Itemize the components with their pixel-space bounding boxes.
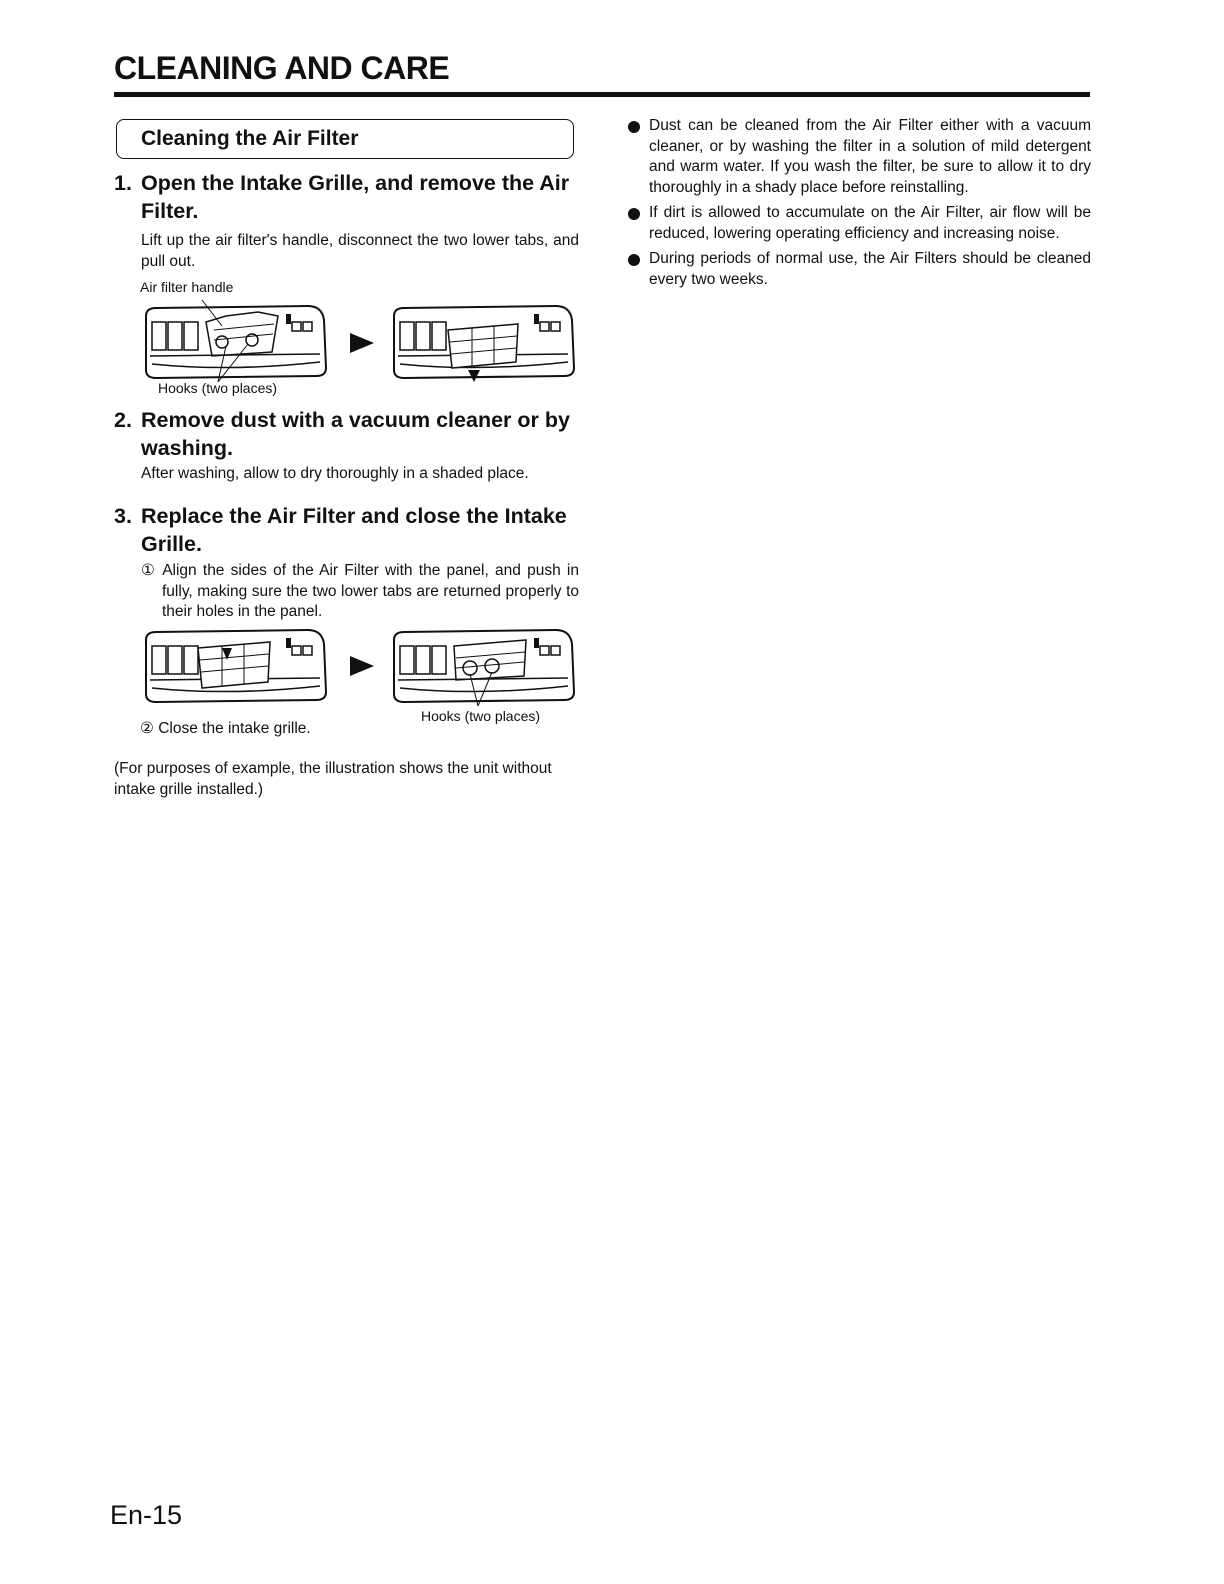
step-2-heading-text: Remove dust with a vacuum cleaner or by washing. <box>141 408 570 460</box>
step-2-body: After washing, allow to dry thoroughly in a shaded place. <box>141 465 529 482</box>
unit-diagram-filter-insertion <box>140 622 330 706</box>
bullet-text: During periods of normal use, the Air Filters should be cleaned every two weeks. <box>649 250 1091 288</box>
illustration-note: (For purposes of example, the illustration shows the unit without intake grille installed.) <box>114 760 552 798</box>
arrow-right-icon <box>350 656 374 676</box>
step-3-number: 3. <box>114 504 132 528</box>
cleaning-tips-list <box>628 116 1091 295</box>
step-1-body: Lift up the air filter's handle, disconnect the two lower tabs, and pull out. <box>141 232 579 270</box>
step-1-heading-text: Open the Intake Grille, and remove the Air Filter. <box>141 171 570 223</box>
page-title: CLEANING AND CARE <box>114 50 450 86</box>
list-item <box>628 116 1091 198</box>
arrow-right-icon <box>350 333 374 353</box>
step-2-heading <box>114 406 579 462</box>
hooks-label-figure-1: Hooks (two places) <box>158 380 278 396</box>
step-1 <box>114 169 579 272</box>
bullet-icon <box>628 121 640 133</box>
bullet-icon <box>628 254 640 266</box>
step-2 <box>114 406 579 485</box>
step-3-heading <box>114 502 579 558</box>
step-3-body: ① Align the sides of the Air Filter with the panel, and push in fully, making sure the two lower tabs are returned properly to their holes in the panel. <box>141 562 579 620</box>
unit-diagram-filter-installed <box>388 622 578 706</box>
bullet-text: If dirt is allowed to accumulate on the Air Filter, air flow will be reduced, lowering operating efficiency and increasing noise. <box>649 204 1091 242</box>
step-1-number: 1. <box>114 171 132 195</box>
page-number: En-15 <box>110 1500 183 1530</box>
list-item <box>628 249 1091 290</box>
step-3-heading-text: Replace the Air Filter and close the Intake Grille. <box>141 504 567 556</box>
air-filter-handle-label: Air filter handle <box>140 279 234 295</box>
hooks-label-figure-2: Hooks (two places) <box>421 708 541 724</box>
section-title: Cleaning the Air Filter <box>141 127 359 150</box>
step-1-heading <box>114 169 579 225</box>
unit-diagram-filter-pulled <box>388 298 578 384</box>
step-3 <box>114 502 579 623</box>
section-heading-box <box>116 119 574 159</box>
step-3-close-instruction: ② Close the intake grille. <box>140 720 311 737</box>
unit-diagram-filter-removal <box>140 298 330 382</box>
bullet-icon <box>628 208 640 220</box>
title-rule <box>114 92 1090 97</box>
step-2-number: 2. <box>114 408 132 432</box>
bullet-text: Dust can be cleaned from the Air Filter either with a vacuum cleaner, or by washing the filter in a solution of mild detergent and warm water. If you wash the filter, be sure to allow it to dry thoroughly in a shady place before reinstalling. <box>649 117 1091 196</box>
list-item <box>628 203 1091 244</box>
